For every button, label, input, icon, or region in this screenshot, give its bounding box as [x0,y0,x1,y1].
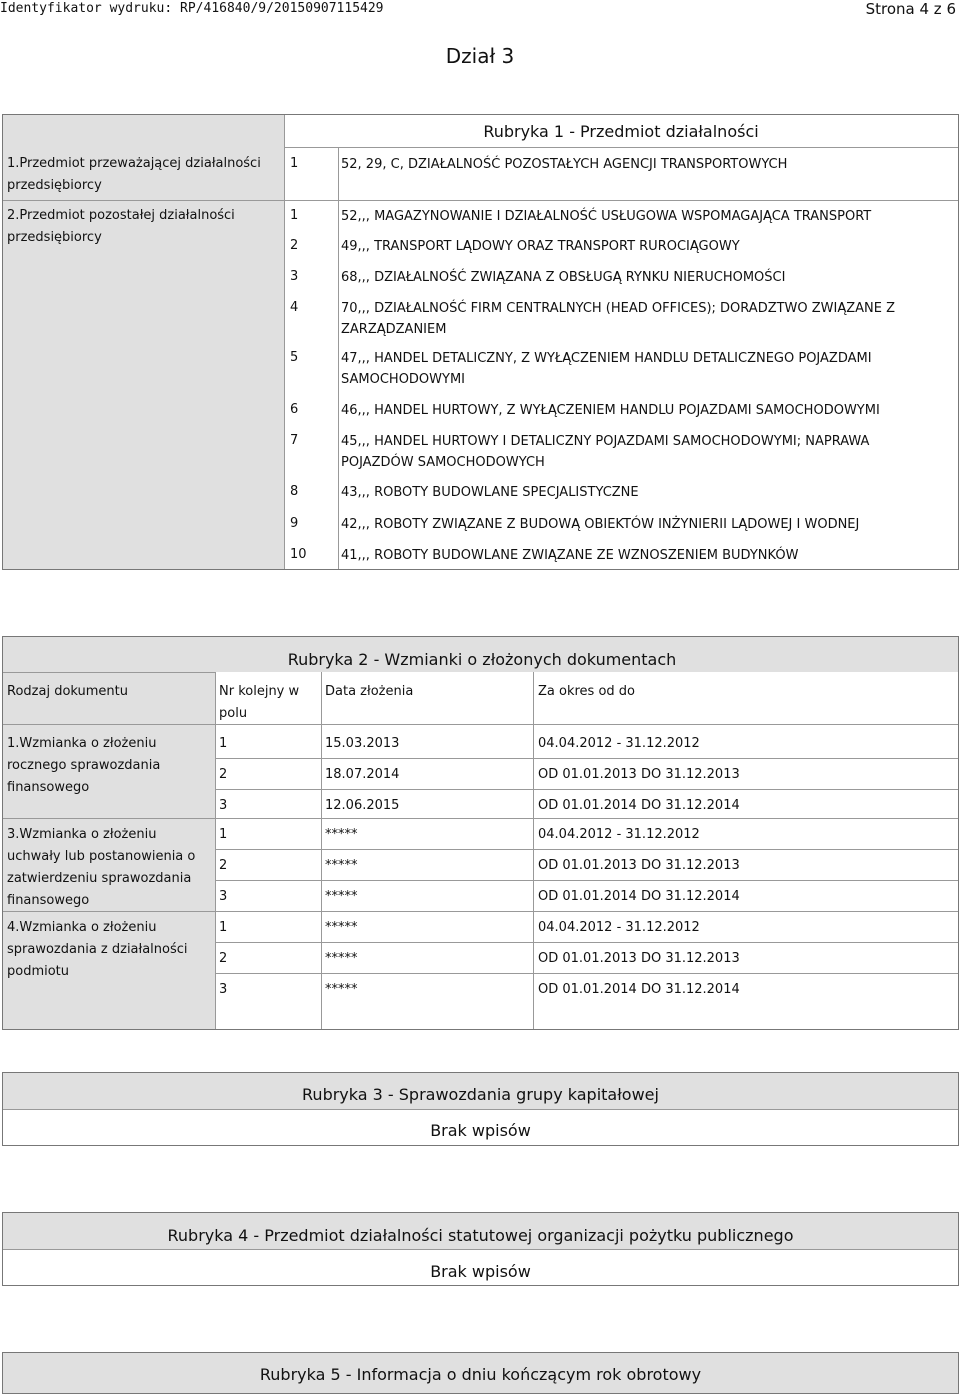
rubryka-1-title: Rubryka 1 - Przedmiot działalności [483,122,759,141]
item-text: 52, 29, C, DZIAŁALNOŚĆ POZOSTAŁYCH AGENCJI TRANSPORTOWYCH [341,157,788,172]
row-period: OD 01.01.2013 DO 31.12.2013 [538,951,740,966]
col-nr: Nr kolejny w polu [219,684,300,721]
row-period: 04.04.2012 - 31.12.2012 [538,736,700,751]
item-text: 43,,, ROBOTY BUDOWLANE SPECJALISTYCZNE [341,485,639,500]
group2-label: 2.Przedmiot pozostałej działalności przedsiębiorcy [7,208,235,245]
rubryka-1 [2,114,959,570]
rubryka-4-value: Brak wpisów [430,1262,531,1281]
row-number: 3 [219,982,228,997]
item-number: 1 [290,156,299,171]
item-number: 2 [290,238,299,253]
row-period: 04.04.2012 - 31.12.2012 [538,920,700,935]
item-number: 1 [290,208,299,223]
rubryka-3-title: Rubryka 3 - Sprawozdania grupy kapitałowej [302,1085,659,1104]
item-number: 8 [290,484,299,499]
row-number: 1 [219,736,228,751]
item-text: 46,,, HANDEL HURTOWY, Z WYŁĄCZENIEM HANDLU POJAZDAMI SAMOCHODOWYMI [341,403,880,418]
item-text: 47,,, HANDEL DETALICZNY, Z WYŁĄCZENIEM HANDLU DETALICZNEGO POJAZDAMI SAMOCHODOWYMI [341,351,872,387]
row-number: 1 [219,920,228,935]
row-number: 2 [219,858,228,873]
col-data: Data złożenia [325,684,414,699]
row-date: ***** [325,889,358,904]
row-date: ***** [325,951,358,966]
rubryka-3 [2,1072,959,1146]
row-period: OD 01.01.2013 DO 31.12.2013 [538,767,740,782]
row-number: 2 [219,767,228,782]
row-period: OD 01.01.2014 DO 31.12.2014 [538,798,740,813]
row-date: 15.03.2013 [325,736,400,751]
item-text: 70,,, DZIAŁALNOŚĆ FIRM CENTRALNYCH (HEAD OFFICES); DORADZTWO ZWIĄZANE Z ZARZĄDZANIEM [341,301,896,337]
item-number: 9 [290,516,299,531]
rubryka-2-title: Rubryka 2 - Wzmianki o złożonych dokumentach [287,650,677,669]
rubryka-2-table-body [215,672,958,1029]
row-date: 18.07.2014 [325,767,400,782]
row-date: ***** [325,858,358,873]
rubryka-2 [2,636,959,1030]
item-number: 7 [290,433,299,448]
row-date: 12.06.2015 [325,798,400,813]
rubryka-5 [2,1352,959,1394]
row-period: 04.04.2012 - 31.12.2012 [538,827,700,842]
print-identifier: Identyfikator wydruku: RP/416840/9/20150907115429 [0,1,384,16]
item-number: 10 [290,547,307,562]
rubryka-4-title: Rubryka 4 - Przedmiot działalności statutowej organizacji pożytku publicznego [167,1226,794,1245]
item-number: 5 [290,350,299,365]
document-type-label: 1.Wzmianka o złożeniu rocznego sprawozdania finansowego [7,736,161,795]
item-number: 6 [290,402,299,417]
item-text: 52,,, MAGAZYNOWANIE I DZIAŁALNOŚĆ USŁUGOWA WSPOMAGAJĄCA TRANSPORT [341,209,872,224]
rubryka-3-value: Brak wpisów [430,1121,531,1140]
item-text: 45,,, HANDEL HURTOWY I DETALICZNY POJAZDAMI SAMOCHODOWYMI; NAPRAWA POJAZDÓW SAMOCHODOWYCH [341,434,870,470]
row-number: 1 [219,827,228,842]
col-rodzaj: Rodzaj dokumentu [7,684,128,699]
item-text: 49,,, TRANSPORT LĄDOWY ORAZ TRANSPORT RUROCIĄGOWY [341,239,740,254]
rubryka-4 [2,1212,959,1286]
col-okres: Za okres od do [538,684,635,699]
item-text: 68,,, DZIAŁALNOŚĆ ZWIĄZANA Z OBSŁUGĄ RYNKU NIERUCHOMOŚCI [341,270,786,285]
row-date: ***** [325,920,358,935]
row-date: ***** [325,827,358,842]
item-number: 4 [290,300,299,315]
row-period: OD 01.01.2013 DO 31.12.2013 [538,858,740,873]
row-number: 3 [219,889,228,904]
section-title: Dział 3 [445,44,515,68]
row-number: 2 [219,951,228,966]
rubryka-5-title: Rubryka 5 - Informacja o dniu kończącym rok obrotowy [259,1365,702,1384]
row-period: OD 01.01.2014 DO 31.12.2014 [538,889,740,904]
row-number: 3 [219,798,228,813]
item-number: 3 [290,269,299,284]
item-text: 42,,, ROBOTY ZWIĄZANE Z BUDOWĄ OBIEKTÓW INŻYNIERII LĄDOWEJ I WODNEJ [341,517,860,532]
document-type-label: 4.Wzmianka o złożeniu sprawozdania z działalności podmiotu [7,920,188,979]
row-period: OD 01.01.2014 DO 31.12.2014 [538,982,740,997]
document-type-label: 3.Wzmianka o złożeniu uchwały lub postanowienia o zatwierdzeniu sprawozdania finansowego [7,827,196,908]
row-date: ***** [325,982,358,997]
item-text: 41,,, ROBOTY BUDOWLANE ZWIĄZANE ZE WZNOSZENIEM BUDYNKÓW [341,548,799,563]
group1-label: 1.Przedmiot przeważającej działalności przedsiębiorcy [7,156,261,193]
page-number: Strona 4 z 6 [865,0,956,18]
